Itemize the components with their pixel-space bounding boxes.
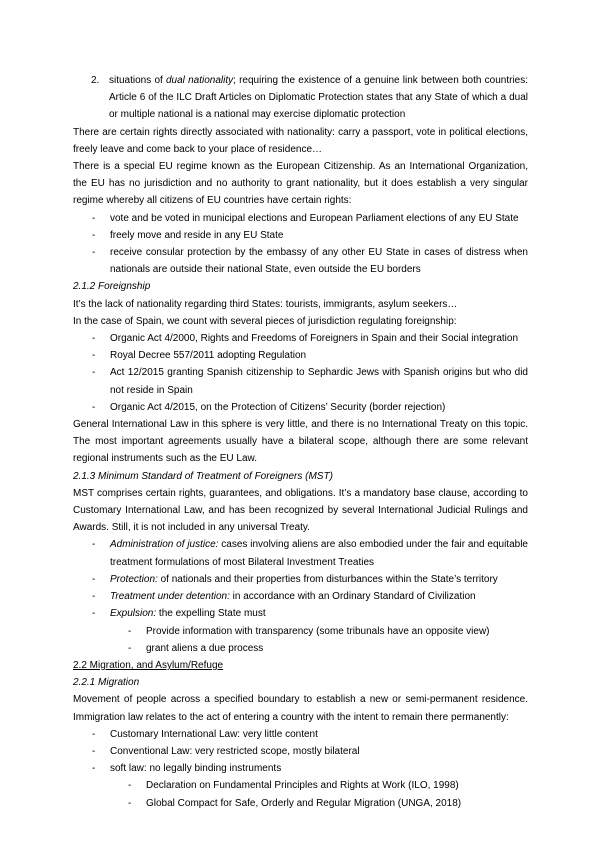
list-item xyxy=(73,743,528,760)
heading-mst: 2.1.3 Minimum Standard of Treatment of Foreigners (MST) xyxy=(73,470,333,482)
mst-item-text: in accordance with an Ordinary Standard of Civilization xyxy=(229,591,476,603)
sub-list-item-text: Declaration on Fundamental Principles and Rights at Work (ILO, 1998) xyxy=(146,780,459,792)
list-item xyxy=(73,364,528,398)
dash-bullet: - xyxy=(92,247,96,259)
dash-bullet: - xyxy=(92,333,96,345)
dash-bullet: - xyxy=(92,745,96,757)
list-item xyxy=(73,227,528,244)
paragraph-eu-citizenship: There is a special EU regime known as the European Citizenship. As an International Organization, the EU has no jurisdiction and no authority to grant nationality, but it does establish a very singular regime whereby all citizens of EU countries have certain rights: xyxy=(73,161,528,207)
migration-law-list xyxy=(73,726,528,778)
dash-bullet: - xyxy=(92,573,96,585)
list-item-text: Organic Act 4/2015, on the Protection of Citizens’ Security (border rejection) xyxy=(110,401,446,413)
list-item xyxy=(73,536,528,570)
sub-list-item-text: grant aliens a due process xyxy=(146,642,264,654)
paragraph-mst: MST comprises certain rights, guarantees, and obligations. It’s a mandatory base clause, according to Customary International Law, and has been recognized by several International Judicial Rulings and Awards. Still, it is not included in any universal Treaty. xyxy=(73,487,528,534)
list-item-text: Customary International Law: very little content xyxy=(110,728,318,740)
mst-item-text: the expelling State must xyxy=(156,608,266,620)
sub-list-item xyxy=(73,640,528,657)
numbered-item-2 xyxy=(73,72,528,124)
dash-bullet: - xyxy=(92,350,96,362)
mst-item-label: Protection: xyxy=(110,573,158,585)
list-item xyxy=(73,605,528,622)
list-item-text: soft law: no legally binding instruments xyxy=(110,763,282,775)
list-item xyxy=(73,210,528,227)
mst-item-label: Treatment under detention: xyxy=(110,591,230,603)
list-item-text: vote and be voted in municipal elections and European Parliament elections of any EU State xyxy=(110,212,519,224)
sub-list-item-text: Provide information with transparency (some tribunals have an opposite view) xyxy=(146,625,490,637)
list-item xyxy=(73,588,528,605)
list-item xyxy=(73,244,528,278)
sub-list-item xyxy=(73,795,528,812)
paragraph-migration: Movement of people across a specified boundary to establish a new or semi-permanent residence. Immigration law relates to the act of entering a country with the intent to remain there permanently: xyxy=(73,694,528,723)
mst-item-text: of nationals and their properties from disturbances within the State’s territory xyxy=(157,573,498,585)
dash-bullet: - xyxy=(128,642,132,654)
list-item xyxy=(73,347,528,364)
mst-item-label: Expulsion: xyxy=(110,608,157,620)
list-item-text: Act 12/2015 granting Spanish citizenship to Sephardic Jews with Spanish origins but who did not reside in Spain xyxy=(110,367,528,396)
item-text-after: ; requiring the existence of a genuine link between both countries: Article 6 of the ILC Draft Articles on Diplomatic Protection states that any State of which a dual or multiple national is a national may exercise diplomatic protection xyxy=(109,75,529,121)
list-item-text: receive consular protection by the embassy of any other EU State in cases of distress when nationals are outside their national State, even outside the EU borders xyxy=(110,247,528,276)
eu-rights-list xyxy=(73,210,528,279)
dash-bullet: - xyxy=(128,797,132,809)
list-item xyxy=(73,726,528,743)
paragraph-general-law: General International Law in this sphere is very little, and there is no International Treaty on this topic. The most important agreements usually have a bilateral scope, although there are some relevant regional instruments such as the EU Law. xyxy=(73,419,528,465)
list-item-text: Royal Decree 557/2011 adopting Regulation xyxy=(110,350,307,362)
sub-list-item-text: Global Compact for Safe, Orderly and Regular Migration (UNGA, 2018) xyxy=(146,797,462,809)
dash-bullet: - xyxy=(92,539,96,551)
sub-list-item xyxy=(73,623,528,640)
mst-item-label: Administration of justice: xyxy=(110,539,219,551)
mst-item-text: cases involving aliens are also embodied under the fair and equitable treatment formulations of most Bilateral Investment Treaties xyxy=(110,539,528,568)
item-text-before: situations of xyxy=(109,75,166,86)
dash-bullet: - xyxy=(92,591,96,603)
heading-foreignship: 2.1.2 Foreignship xyxy=(73,281,151,293)
heading-migration: 2.2.1 Migration xyxy=(73,677,140,689)
spain-laws-list xyxy=(73,330,528,416)
list-item xyxy=(73,399,528,416)
paragraph-foreignship-definition: It’s the lack of nationality regarding third States: tourists, immigrants, asylum seekers… xyxy=(73,298,458,310)
page-content xyxy=(73,72,528,812)
item-number: 2. xyxy=(91,75,100,86)
list-item xyxy=(73,571,528,588)
paragraph-spain-intro: In the case of Spain, we count with several pieces of jurisdiction regulating foreignship: xyxy=(73,315,457,327)
list-item xyxy=(73,330,528,347)
heading-migration-asylum: 2.2 Migration, and Asylum/Refuge xyxy=(73,659,224,671)
list-item-text: Organic Act 4/2000, Rights and Freedoms of Foreigners in Spain and their Social integration xyxy=(110,333,519,345)
dash-bullet: - xyxy=(92,229,96,241)
expulsion-subitems-list xyxy=(73,623,528,657)
item-text-italic: dual nationality xyxy=(165,75,234,86)
list-item xyxy=(73,760,528,777)
sub-list-item xyxy=(73,777,528,794)
soft-law-list xyxy=(73,777,528,811)
dash-bullet: - xyxy=(92,728,96,740)
list-item-text: Conventional Law: very restricted scope, mostly bilateral xyxy=(110,745,360,757)
dash-bullet: - xyxy=(128,625,132,637)
dash-bullet: - xyxy=(92,401,96,413)
dash-bullet: - xyxy=(128,780,132,792)
list-item-text: freely move and reside in any EU State xyxy=(110,229,284,241)
dash-bullet: - xyxy=(92,608,96,620)
dash-bullet: - xyxy=(92,763,96,775)
mst-items-list xyxy=(73,536,528,622)
dash-bullet: - xyxy=(92,367,96,379)
dash-bullet: - xyxy=(92,212,96,224)
paragraph-nationality-rights: There are certain rights directly associated with nationality: carry a passport, vote in political elections, freely leave and come back to your place of residence… xyxy=(73,126,528,155)
